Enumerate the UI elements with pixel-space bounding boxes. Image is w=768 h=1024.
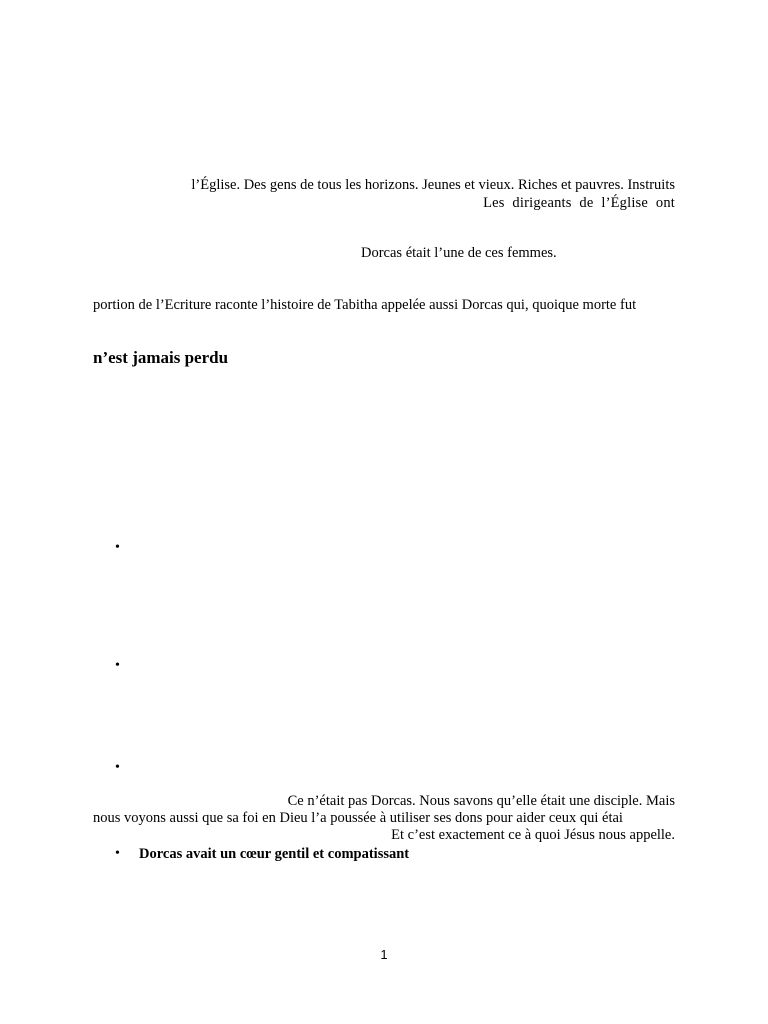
bullet-icon: • [115, 658, 120, 673]
bullet-icon: • [115, 540, 120, 555]
bold-list-item: Dorcas avait un cœur gentil et compatissant [139, 846, 410, 862]
section-heading: n’est jamais perdu [93, 348, 229, 367]
bullet-icon: • [115, 760, 120, 775]
page-number: 1 [380, 947, 388, 962]
paragraph-line: Ce n’était pas Dorcas. Nous savons qu’elle était une disciple. Mais [287, 793, 675, 809]
paragraph-line: Et c’est exactement ce à quoi Jésus nous appelle. [391, 827, 675, 843]
text-line-portion-ecriture: portion de l’Ecriture raconte l’histoire de Tabitha appelée aussi Dorcas qui, quoique morte fut [93, 297, 637, 313]
text-line-dirigeants: Les dirigeants de l’Église ont [483, 195, 675, 211]
bullet-icon: • [115, 846, 120, 861]
text-line-dorcas-femmes: Dorcas était l’une de ces femmes. [361, 245, 557, 261]
paragraph-line: nous voyons aussi que sa foi en Dieu l’a poussée à utiliser ses dons pour aider ceux qui étai [93, 810, 623, 826]
text-line-eglise: l’Église. Des gens de tous les horizons. Jeunes et vieux. Riches et pauvres. Instruits [191, 177, 675, 193]
